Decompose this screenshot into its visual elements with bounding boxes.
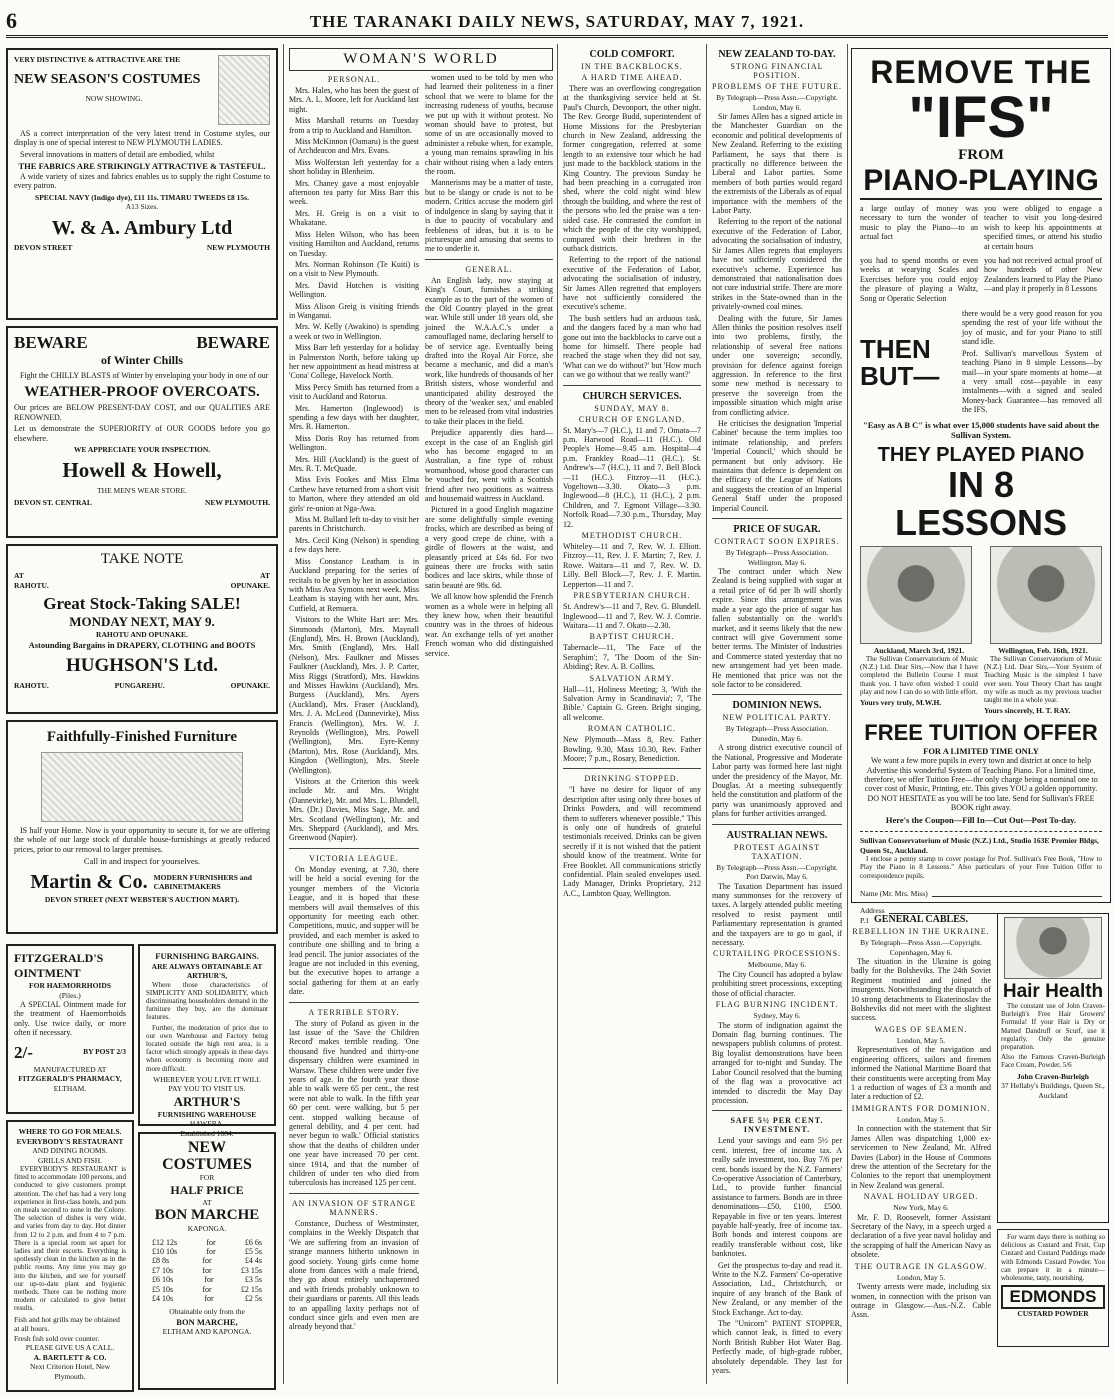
piano-playing-headline: PIANO-PLAYING bbox=[860, 164, 1102, 200]
terrible-story-body: The story of Poland as given in the last issue of the 'Save the Children Record' makes terrible reading. 'One thousand five hundred and thirty-one dispensary children were examined in Warsaw. These children were under five years of age. In the fourth year those able to walk were 65 per cent., the rest were not able to walk. In the fifth year 60 per cent. were walking, but 5 per cent. stopped walking because of general debility, and 4 per cent. had never begun to walk.' Official statistics show that the deaths of children under one year have increased 70 per cent. since 1914, and that the number of children of under ten who died from tuberculosis has increased 125 per cent. bbox=[289, 1018, 419, 1188]
cold-comfort-para: Referring to the report of the national executive of the Federation of Labor, advocating the socialisation of industry, Sir James Allen regretted that employers have not sufficiently considered the executive's scheme. bbox=[563, 255, 701, 312]
personal-item: Miss Marshall returns on Tuesday from a trip to Auckland and Hamilton. bbox=[289, 116, 419, 135]
coupon-address-label: Address bbox=[860, 906, 885, 916]
fitzgerald-post: BY POST 2/3 bbox=[83, 1047, 126, 1057]
victoria-league-body: On Monday evening, at 7.30, there will be held a social evening for the younger members of the Victoria League, and it is hoped that these members will avail themselves of this opportunity for meeting each other. Competitions, music, and supper will be provided, and each member is asked to contribute one shilling and to bring a lead pencil. The junior associates of the league are not included in this evening, but the executive hopes to arrange a social gathering for them at an early date. bbox=[289, 864, 419, 997]
womans-world-col-b bbox=[425, 73, 553, 1334]
bon-marche-firm: BON MARCHE, bbox=[176, 1316, 238, 1327]
everybody-fresh: Fresh fish sold over counter. bbox=[14, 1333, 100, 1343]
fitzgerald-piles: (Piles.) bbox=[59, 990, 81, 1000]
testimonial-signature-1: Yours very truly, M.W.H. bbox=[860, 698, 942, 708]
martin-body: IS half your Home. Now is your opportunity to secure it, for we are offering the whole of our large stock of durable house-furnishings at greatly reduced prices, prior to our removal to larger premises. bbox=[14, 826, 270, 854]
price-row: £7 10s for £3 15s bbox=[152, 1265, 262, 1275]
ifs-headline: "IFS" bbox=[908, 85, 1054, 150]
ambury-headline: NEW SEASON'S COSTUMES bbox=[14, 71, 201, 87]
dominion-sub: NEW POLITICAL PARTY. bbox=[722, 713, 832, 723]
personal-item: Miss McKinnon (Oamaru) is the guest of Archdeacon and Mrs. Evans. bbox=[289, 137, 419, 156]
howell-firm: Howell & Howell, bbox=[62, 457, 222, 482]
safe-investment-sign: Get the prospectus to-day and read it. Write to the N.Z. Farmers' Co-operative Association, Ltd., Christchurch, or inquire of any branch of the Bank of New Zealand, or any member of the Stock Exchange. Act to-day. bbox=[712, 1260, 842, 1317]
nz-today-para: Dealing with the future, Sir James Allen thinks the position resolves itself into two problems, firstly, the relationship of several free nations under one sovereign; secondly, provision for defence against foreign aggression. In reference to the first some new method is necessary to preserve the sovereign from the impossible situation which might arise from conflicting advice. bbox=[712, 313, 842, 417]
fitzgerald-pharmacy: FITZGERALD'S PHARMACY, bbox=[18, 1074, 122, 1084]
free-tuition-headline: FREE TUITION OFFER bbox=[864, 719, 1098, 745]
then-word: THEN bbox=[860, 333, 931, 364]
but-body: Prof. Sullivan's marvellous System of teaching Piano in 8 simple Lessons—by mail—in your spare moments at home—at a very small cost—payable in easy instalments—with a signed and sealed Money-back Guarantee—has removed all the IFS. bbox=[962, 348, 1102, 415]
coupon-code: P.1 bbox=[860, 915, 869, 925]
price-row: £4 10s for £2 5s bbox=[152, 1293, 262, 1303]
if-clause-1: a large outlay of money was necessary to turn the wonder of music to play the Piano—to an actual fact bbox=[860, 204, 978, 242]
cold-comfort-sub: IN THE BACKBLOCKS. bbox=[581, 62, 683, 71]
beware-left: BEWARE bbox=[14, 333, 88, 352]
baptist-heading: BAPTIST CHURCH. bbox=[589, 632, 675, 642]
easy-as-abc: "Easy as A B C" is what over 15,000 students have said about the Sullivan System. bbox=[863, 419, 1099, 441]
ambury-firm: W. & A. Ambury Ltd bbox=[51, 216, 233, 239]
australian-title: AUSTRALIAN NEWS. bbox=[726, 829, 828, 841]
sofa-illustration bbox=[41, 752, 243, 822]
howell-store: THE MEN'S WEAR STORE. bbox=[97, 485, 187, 495]
personal-heading: PERSONAL. bbox=[327, 75, 381, 84]
price-row: £6 10s for £3 5s bbox=[152, 1275, 262, 1285]
beware-right: BEWARE bbox=[196, 333, 270, 352]
price-row: £12 12s for £6 6s bbox=[152, 1237, 262, 1247]
ad-martin-furniture bbox=[6, 720, 278, 934]
ad-hughson-sale bbox=[6, 544, 278, 714]
fitzgerald-made: MANUFACTURED AT bbox=[33, 1064, 107, 1074]
testimonial-caption-2: Wellington, Feb. 16th, 1921. bbox=[998, 645, 1088, 655]
ambury-tagline: VERY DISTINCTIVE & ATTRACTIVE ARE THE bbox=[14, 55, 181, 64]
column-rule bbox=[557, 44, 558, 1384]
personal-item: Miss Doris Roy has returned from Wellington. bbox=[289, 433, 419, 453]
craven-side: Also the Famous Craven-Burleigh Face Cream, Powder, 5/6 bbox=[1001, 1053, 1105, 1070]
personal-item: Mrs. Cecil King (Nelson) is spending a few days here. bbox=[289, 535, 419, 555]
edmonds-brand: EDMONDS bbox=[1001, 1285, 1105, 1309]
hughson-opunake: OPUNAKE. bbox=[230, 580, 270, 590]
everybody-firm: A. BARTLETT & CO. bbox=[33, 1352, 107, 1362]
hughson-at-left: AT bbox=[14, 571, 24, 580]
howell-line-1: Fight the CHILLY BLASTS of Winter by enveloping your body in one of our bbox=[20, 371, 269, 380]
hughson-firm: HUGHSON'S Ltd. bbox=[65, 655, 219, 676]
methodist-list: Whiteley—11 and 7, Rev. W. J. Elliott. Fitzroy—11, Rev. J. F. Martin; 7, Rev. J. Rowe. Waitara—11 and 7, Rev. W. D. Lilly. Bell Block—7, Rev. J. F. Martin. Lepperton—11 and 7. bbox=[563, 542, 701, 589]
cold-comfort-para: The bush settlers had an arduous task, and the dangers faced by a man who had gone out into the backblocks to carve out a home for himself. There people had reached the stage when they did not say, 'What can we do without?' but 'How much can we go without that we really want?' bbox=[563, 313, 701, 380]
coupon-heading: Here's the Coupon—Fill In—Cut Out—Post To-day. bbox=[885, 814, 1077, 825]
column-6 bbox=[849, 44, 1113, 1384]
testimonial-caption-1: Auckland, March 3rd, 1921. bbox=[873, 645, 965, 655]
ad-everybodys-restaurant bbox=[6, 1120, 134, 1392]
cold-comfort-sub-2: A HARD TIME AHEAD. bbox=[581, 73, 683, 82]
personal-item: Visitors to the White Hart are: Mrs. Simmonds (Marton), Mrs. Maynall (England), Mrs. H. Brown (Auckland), Mrs. Smith (England), Mrs. Hall (Nelson), Mrs. Faulkner and Misses Faulkner (Auckland), Mrs. J. P. Carter, Miss Riggs (Stratford), Mrs. Hawkins and Misses Hawkins (Auckland), Mrs. Burgess (Auckland), Mrs. Ayers (Auckland), Mrs. Fraser (Auckland), Mrs. J. A. McLeod (Dannevirke), Miss Francis (Wellington), Mrs. W. J. Reynolds (Wellington), Mrs. Powell (Wellington), Mrs. Eyre-Kenny (Marton), Mrs. Rose (Auckland), Mrs. Kingdon (Wellington), Mrs. Steele (Wellington). bbox=[289, 615, 419, 775]
craven-firm: John Craven-Burleigh bbox=[1017, 1071, 1089, 1081]
column-rule bbox=[847, 44, 848, 1384]
unicorn-stopper-body: The "Unicorn" PATENT STOPPER, which cannot leak, is fitted to every North British Rubber Hot Water Bag. Perfectly made, of high-grade rubber, absolutely dependable. They last for years. bbox=[712, 1319, 842, 1376]
personal-item: Miss M. Bullard left to-day to visit her parents in Christchurch. bbox=[289, 515, 419, 534]
naval-heading: NAVAL HOLIDAY URGED. bbox=[863, 1192, 979, 1202]
australian-sub: PROTEST AGAINST TAXATION. bbox=[733, 842, 821, 861]
then-body: there would be a very good reason for you spending the rest of your life without the joy of music, and for your Piano to still stand idle. bbox=[962, 309, 1102, 347]
australian-byline-3: Sydney, May 6. bbox=[753, 1011, 801, 1021]
personal-item: Visitors at the Criterion this week include Mr. and Mrs. Wright (Dannevirke), Mr. and Mrs. L. Blundell, Mrs. (Dr.) Davies, Miss Sage, Mr. and Mrs. Scotland (Wellington), Mr. and Mrs. Sheppard (Auckland), and Mrs. Greenwood (Napier). bbox=[289, 777, 419, 843]
sugar-body: The contract under which New Zealand is being supplied with sugar at a retail price of 6d per lb will shortly expire. Since this arrangement was made a year ago the price of sugar has fallen substantially on the world's market, and it seems likely that the new contract will give Government some better terms. The Minister of Industries and Commerce stated yesterday that no new arrangement had yet been made. He mentioned that price was not the sole factor to be considered. bbox=[712, 567, 842, 689]
methodist-heading: METHODIST CHURCH. bbox=[581, 531, 683, 541]
edmonds-body: For warm days there is nothing so delicious as Custard and Fruit, Cup Custard and Custard Puddings made with Edmonds Custard Powder. You can prepare it in a minute—wholesome, tasty, nourishing. bbox=[1001, 1233, 1105, 1283]
womans-world-title: WOMAN'S WORLD bbox=[343, 51, 499, 67]
edmonds-product: CUSTARD POWDER bbox=[1017, 1309, 1089, 1319]
personal-item: Mrs. Hales, who has been the guest of Mrs. A. L. Moore, left for Auckland last night. bbox=[289, 86, 419, 114]
bon-marche-headline: NEW COSTUMES bbox=[162, 1139, 252, 1173]
howell-line-3: Let us demonstrate the SUPERIORITY of OUR GOODS before you go elsewhere. bbox=[14, 424, 270, 443]
australian-sub-3: FLAG BURNING INCIDENT. bbox=[715, 1000, 839, 1010]
right-subcolumn bbox=[138, 940, 276, 1398]
ad-bon-marche bbox=[138, 1132, 276, 1390]
bon-marche-for: FOR bbox=[199, 1173, 215, 1182]
manners-continued: women used to be told by men who had learned their politeness in a finer school that we were to blame for the increasing rudeness of youths, because we put up with it without protest. No woman should have to protest, but some of us are occasionally moved to administer a rebuke when, for example, a young man remains sprawling in his chair without rising when a lady enters the room. bbox=[424, 73, 553, 177]
victoria-league-heading: VICTORIA LEAGUE. bbox=[309, 853, 399, 863]
glasgow-byline: London, May 5. bbox=[896, 1272, 946, 1282]
bon-marche-town: KAPONGA. bbox=[187, 1224, 227, 1233]
dominion-byline: By Telegraph—Press Association. Dunedin, May 6. bbox=[725, 724, 829, 743]
general-cables-title: GENERAL CABLES. bbox=[874, 914, 968, 925]
arthur-est: Established 1884. bbox=[180, 1128, 234, 1138]
martin-address: DEVON STREET (NEXT WEBSTER'S AUCTION MART). bbox=[44, 894, 240, 904]
bon-marche-name: BON MARCHE bbox=[154, 1207, 260, 1223]
everybody-address: Next Criterion Hotel, New Plymouth. bbox=[30, 1362, 110, 1381]
martin-trade: MODERN FURNISHERS and CABINETMAKERS bbox=[153, 872, 252, 892]
column-4 bbox=[559, 44, 705, 1384]
immigrants-byline: London, May 5. bbox=[896, 1114, 946, 1124]
testimonial-1: The Sullivan Conservatorium of Music (N.Z.) Ltd. Dear Sirs,—Now that I have completed the Bulletin Course I must thank you. I have often wished I could play and now I can do so with little effort. bbox=[860, 655, 978, 696]
arthur-trade: FURNISHING WAREHOUSE bbox=[157, 1109, 257, 1119]
fitzgerald-town: ELTHAM. bbox=[53, 1083, 87, 1093]
column-rule bbox=[283, 44, 284, 1384]
hughson-take-note: TAKE NOTE bbox=[100, 551, 184, 567]
ambury-showing: NOW SHOWING. bbox=[85, 93, 143, 103]
wages-heading: WAGES OF SEAMEN. bbox=[874, 1024, 968, 1034]
hughson-town-2: PUNGAREHU. bbox=[114, 681, 165, 690]
howell-winter-chills: of Winter Chills bbox=[100, 353, 183, 367]
ambury-street: DEVON STREET bbox=[14, 242, 73, 252]
nz-today-para: Sir James Allen has a signed article in the Manchester Guardian on the economic and political developments of New Zealand. Referring to the existing Parliament, he says that there is practically no difference between the Liberal and Labor parties. Some members of both parties would regard the extremists of the Liberals as of equal importance with the members of the Labor Party. bbox=[712, 112, 842, 216]
martin-headline: Faithfully-Finished Furniture bbox=[46, 729, 238, 745]
glasgow-heading: THE OUTRAGE IN GLASGOW. bbox=[854, 1261, 988, 1271]
fitzgerald-headline: FITZGERALD'S OINTMENT bbox=[14, 951, 104, 980]
cold-comfort-para: There was an overflowing congregation at the thanksgiving service held at St. Paul's Church, Devonport, the other night. The Rev. George Budd, superintendent of Home Missions for the Presbyterian church in New Zealand, addressing the former congregation, referred at some length to an extensive tour which he had just made to the backblock stations in the King Country. The previous Sunday he had been preaching in a corrugated iron shed, where the cold night wind blew through the building, and where the rest of the persons who led the praise was a ten-sided case. He contrasted the comfort in which the people of the city worshipped, compared with their brethren in the outback districts. bbox=[563, 84, 701, 253]
right-ads bbox=[997, 909, 1109, 1353]
everybody-name: EVERYBODY'S RESTAURANT bbox=[16, 1136, 124, 1146]
australian-body-3: The storm of indignation against the Domain flag burning continues. The newspapers publish columns of protest. Big loyalist demonstrations have been arranged for to-night and Sunday. The Labor Council resolved that the burning of the flag was a provocative act intended to discredit the May Day procession. bbox=[712, 1020, 842, 1105]
nz-today-para: Referring to the report of the national executive of the Federation of Labor, advocating the socialisation of industry, Sir James Allen regrets that employers have not sufficiently considered the executive's scheme. Experience has demonstrated that nationalisation does not cure industrial strife. There are more strikes in the State-owned than in the privately-owned coal mines. bbox=[712, 217, 842, 312]
catholic-heading: ROMAN CATHOLIC. bbox=[587, 724, 677, 734]
nz-today-byline: By Telegraph—Press Assn.—Copyright. London, May 6. bbox=[716, 93, 838, 112]
eight-lessons-headline: IN 8 LESSONS bbox=[894, 463, 1068, 543]
everybody-sub: AND DINING ROOMS. bbox=[32, 1146, 108, 1155]
french-women-body: We all know how splendid the French women as a whole were in helping all they knew how, when their beautiful country was in the throes of hideous war. An exchange tells of yet another French woman who did distinguished service. bbox=[424, 592, 553, 658]
dominion-body: A strong district executive council of the National, Progressive and Moderate Labor party was formed here last night under the presidency of the Mayor, Mr. Douglas. At a meeting subsequently held the constitution and platform of the party was unanimously approved and plans for further activities arranged. bbox=[712, 743, 842, 819]
ukraine-heading: REBELLION IN THE UKRAINE. bbox=[852, 927, 990, 936]
church-england-heading: CHURCH OF ENGLAND. bbox=[578, 414, 686, 424]
testimonial-2: The Sullivan Conservatorium of Music (N.Z.) Ltd. Dear Sirs,—Your System of Teaching Music is the simplest I have ever seen. Your Theory Chart has taught my wife as much as my previous teacher taught me in a whole year. bbox=[984, 655, 1102, 705]
coupon-name-field[interactable] bbox=[932, 884, 1102, 897]
australian-body-1: The Taxation Department has issued many summonses for the recovery of taxes. A largely attended public meeting resolved to resist payment until Parliamentary representation is granted and the taxpayers are to go to gaol, if necessary. bbox=[712, 881, 842, 948]
safe-investment-title: SAFE 5½ PER CENT. INVESTMENT. bbox=[730, 1116, 824, 1135]
hughson-headline: Great Stock-Taking SALE! bbox=[43, 594, 241, 613]
limited-time: FOR A LIMITED TIME ONLY bbox=[923, 745, 1039, 756]
baptist-list: Tabernacle—11, 'The Face of the Seraphim'; 7, 'The Doom of the Sin-Abiding'; Rev. A. B. Collins. bbox=[563, 643, 701, 672]
howell-appreciate: WE APPRECIATE YOUR INSPECTION. bbox=[73, 445, 211, 455]
nz-today-title: NEW ZEALAND TO-DAY. bbox=[718, 49, 836, 60]
church-england-list: St. Mary's—7 (H.C.), 11 and 7. Omata—7 p.m. Harwood Road—11 (H.C.). Old People's Home—9.45 a.m. Hospital—4 p.m. Frankley Road—11 (H.C.). St. Andrew's—7 (H.C.), 11 and 7. Bell Block—11 (H.C.). Fitzroy—11 (H.C.). Vogeltown—3.30. Okato—3 p.m. Inglewood—8 (H.C.), 11 (H.C.), 2 p.m. Children, and 7. Egmont Village—3.30. Norfolk Road—7.30 p.m., Thursday, May 12. bbox=[563, 425, 701, 529]
hair-health-title: Hair Health bbox=[1002, 981, 1104, 1002]
testimonial-portrait-2 bbox=[990, 546, 1102, 644]
column-5 bbox=[708, 44, 846, 1384]
ambury-town: NEW PLYMOUTH bbox=[206, 242, 270, 252]
hair-portrait bbox=[1004, 917, 1102, 979]
coupon-firm: Sullivan Conservatorium of Music (N.Z.) Ltd., Studio 163E Premier Bldgs, Queen St., Auckland. bbox=[860, 836, 1099, 855]
immigrants-body: In connection with the statement that Sir James Allen was dispatching 1,000 ex-servicemen to New Zealand, Mr. Alfred Davies (Labor) in the House of Commons drew the attention of the Secretary for the Colonies to the report that unemployment in New Zealand was general. bbox=[851, 1124, 991, 1190]
remove-the: REMOVE THE bbox=[870, 54, 1092, 90]
arthur-headline: FURNISHING BARGAINS. bbox=[155, 951, 259, 961]
martin-call: Call in and inspect for yourselves. bbox=[83, 856, 201, 867]
masthead bbox=[6, 8, 1108, 38]
howell-address: DEVON ST. CENTRAL bbox=[14, 498, 92, 508]
arthur-town: HAWERA. bbox=[189, 1119, 225, 1129]
general-cables bbox=[851, 909, 991, 1353]
personal-item: Mrs. Chaney gave a most enjoyable afternoon tea party for Miss Barr this week. bbox=[289, 178, 419, 207]
immigrants-heading: IMMIGRANTS FOR DOMINION. bbox=[851, 1103, 991, 1113]
safe-investment-body: Lend your savings and earn 5½ per cent. interest, free of income tax. A really safe investment, too. Buy 7/6 per cent. bonds issued by the N.Z. Farmers' Co-operative Association of Canterbury, Ltd., to provide further financial assistance to farmers. Bonds are in three denominations—£50, £100, £500. Repayable in five or ten years. Interest payable half-yearly, free of income tax. Both bonds and interest coupons are readily transferable without cost, like banknotes. bbox=[712, 1136, 842, 1259]
drinking-stopped-heading: DRINKING STOPPED. bbox=[584, 774, 680, 784]
fitzgerald-for: FOR HAEMORRHOIDS bbox=[29, 981, 111, 990]
craven-address: 37 Hellaby's Buildings, Queen St., Auckland bbox=[1001, 1081, 1105, 1100]
craven-body: The constant use of John Craven-Burleigh's Free Hair Growers' Formula! If your Hair is Dry or Matted Dandruff or Scurf, use it regularly. Only the genuine preparation. bbox=[1001, 1002, 1105, 1052]
sugar-title: PRICE OF SUGAR. bbox=[733, 524, 821, 536]
presbyterian-list: St. Andrew's—11 and 7, Rev. G. Blundell. Inglewood—11 and 7, Rev. W. J. Comrie. Waitara—11 and 7. Okato—2.30. bbox=[563, 602, 701, 630]
coupon-name-label: Name (Mr. Mrs. Miss) bbox=[860, 889, 928, 899]
from-label: FROM bbox=[958, 147, 1004, 163]
ad-howell-overcoats bbox=[6, 326, 278, 538]
woman-costume-illustration bbox=[218, 55, 270, 125]
personal-item: Miss Constance Leatham is in Auckland preparing for the series of recitals to be given by her in association with Miss Ava Symons next week. Miss Leatham is staying with her aunt, Mrs. Cutfield, at Remuera. bbox=[289, 556, 419, 613]
ukraine-byline: By Telegraph—Press Assn.—Copyright. Copenhagen, May 6. bbox=[860, 938, 982, 957]
church-services-title: CHURCH SERVICES. bbox=[582, 390, 682, 402]
nz-today-sub-2: PROBLEMS OF THE FUTURE. bbox=[712, 82, 842, 91]
ambury-sizes: A13 Sizes. bbox=[125, 202, 159, 212]
ad-ambury-costumes bbox=[6, 48, 278, 320]
bon-marche-at: AT bbox=[202, 1197, 212, 1207]
nz-today-sub: STRONG FINANCIAL POSITION. bbox=[730, 62, 824, 80]
howell-town: NEW PLYMOUTH. bbox=[204, 498, 270, 508]
bon-marche-obtain: Obtainable only from the bbox=[169, 1307, 245, 1317]
strange-manners-heading: AN INVASION OF STRANGE MANNERS. bbox=[291, 1198, 417, 1217]
ambury-body-2: Several innovations in matters of detail are embodied, whilst bbox=[20, 149, 215, 159]
fitzgerald-body: A SPECIAL Ointment made for the treatment of Haemorrhoids only. Use twice daily, or more often if necessary. bbox=[14, 1000, 126, 1038]
personal-item: Miss Evis Fookes and Miss Elma Carthew have returned from a short visit to Marton, where they attended an old girls' re-union at Nga-Awa. bbox=[289, 475, 419, 513]
personal-item: Miss Percy Smith has returned from a visit to Auckland and Rotorua. bbox=[289, 382, 419, 402]
hughson-town-1: RAHOTU. bbox=[14, 681, 49, 690]
ambury-body: AS a correct interpretation of the very latest trend in Costume styles, our display is one of special interest to NEW PLYMOUTH LADIES. bbox=[14, 129, 270, 148]
sugar-sub: CONTRACT SOON EXPIRES. bbox=[714, 537, 840, 547]
dominion-title: DOMINION NEWS. bbox=[732, 700, 822, 712]
if-clause-4: you had not received actual proof of how hundreds of other New Zealanders learned to Play the Piano—and play it properly in 8 Lessons bbox=[984, 256, 1102, 294]
personal-item: Mrs. David Hutchen is visiting Wellington. bbox=[289, 280, 419, 300]
everybody-body: EVERYBODY'S RESTAURANT is fitted to accommodate 100 persons, and conducted to give customers prompt attention. The chef has had a very long experience in first-class hotels, and puts on meals second to none in the Colony. The selection of dishes is very wide, and varies from day to day. Hot dinner from 12 to 2 p.m. and from 4 to 7 p.m. There is a special room set apart for ladies and their escorts. Everything is spotlessly clean in the kitchen as in the public rooms. Any time you may go into the kitchen, and see for yourself our up-to-date plant and hygienic methods. There can be nothing more modern or calculated to give better results. bbox=[14, 1165, 126, 1313]
arthur-firm: ARTHUR'S bbox=[173, 1093, 241, 1109]
personal-item: Mrs. Hill (Auckland) is the guest of Mrs. R. T. McQuade. bbox=[289, 454, 419, 474]
catholic-list: New Plymouth—Mass 8, Rev. Father Bowling. 9.30, Mass 10.30, Rev. Father Moore; 7 p.m., Rosary, Benediction. bbox=[563, 735, 701, 763]
personal-item: Miss Alison Greig is visiting friends in Wanganui. bbox=[289, 301, 419, 320]
but-word: BUT— bbox=[860, 360, 940, 391]
arthur-body-3: Further, the moderation of price due to our own Warehouse and Factory being located outside the high rent area, is a factor which strongly appeals in these days when economy is becoming more and more difficult. bbox=[146, 1023, 268, 1073]
womans-world-col-a bbox=[289, 73, 419, 1334]
testimonial-portrait-1 bbox=[860, 546, 972, 644]
coupon-body: I enclose a penny stamp to cover postage for Prof. Sullivan's Free Book, "How to Play the Piano in 8 Lessons." Also particulars of your Free Tuition Offer to correspondence pupils. bbox=[860, 855, 1102, 880]
everybody-headline: WHERE TO GO FOR MEALS. bbox=[18, 1127, 122, 1136]
general-heading: GENERAL. bbox=[465, 264, 513, 274]
cold-comfort-title: COLD COMFORT. bbox=[589, 49, 675, 60]
wages-body: Representatives of the navigation and engineering officers, sailors and firemen informed the National Maritime Board that their constituents were accepting from May 1 a reduction of wages of £3 a month and later a reduction of £2. bbox=[851, 1045, 991, 1102]
hughson-town-3: OPUNAKE. bbox=[230, 681, 270, 690]
price-row: £10 10s for £5 5s bbox=[152, 1246, 262, 1256]
salvation-army-heading: SALVATION ARMY. bbox=[589, 673, 675, 683]
ambury-special: SPECIAL NAVY (Indigo dye), £11 11s. TIMARU TWEEDS £8 15s. bbox=[35, 192, 249, 202]
strange-manners-body: Constance, Duchess of Westminster, complains in the Weekly Dispatch that 'We are suffering from an invasion of strange manners hitherto unknown in good society. Young girls come home alone from dances with a male friend, they go about entirely unchaperoned and with friends probably unknown to their guardians or parents. All this leads to an appalling laxity perhaps not of conduct since girls and even men are already beyond that.' bbox=[289, 1218, 419, 1332]
salvation-army-list: Hall—11, Holiness Meeting; 3, 'With the Salvation Army in Scandinavia'; 7, 'The Bible.' Captain G. Green. Bright singing, all welcome. bbox=[563, 684, 701, 722]
wages-byline: London, May 5. bbox=[896, 1035, 946, 1045]
ambury-fabrics: THE FABRICS ARE STRIKINGLY ATTRACTIVE & TASTEFUL. bbox=[18, 161, 266, 172]
hughson-places: RAHOTU AND OPUNAKE. bbox=[96, 630, 188, 639]
australian-body-2: The City Council has adopted a bylaw prohibiting street processions, excepting those of official character. bbox=[712, 969, 842, 998]
church-date: SUNDAY, MAY 8. bbox=[594, 403, 670, 413]
personal-item: Mrs. H. Greig is on a visit to Whakatane. bbox=[289, 208, 419, 228]
personal-item: Mrs. Hamerton (Inglewood) is spending a few days with her daughter, Mrs. R. Hamerton. bbox=[289, 403, 419, 432]
glasgow-body: Twenty arrests were made, including six women, in connection with the prison van outrage in Glasgow.—Aus.-N.Z. Cable Assn. bbox=[851, 1282, 991, 1320]
personal-item: Mrs. W. Kelly (Awakino) is spending a week or two in Wellington. bbox=[289, 322, 419, 341]
arthur-body-1: ARE ALWAYS OBTAINABLE AT ARTHUR'S, bbox=[151, 961, 263, 980]
sugar-byline: By Telegraph—Press Association. Wellington, May 6. bbox=[725, 548, 829, 567]
everybody-grills: GRILLS AND FISH. bbox=[38, 1155, 102, 1165]
prejudice-body: Prejudice apparently dies hard—except in the case of an English girl who has become engaged to an Australian, a fine type of robust womanhood, whose good character can be vouched for, went with a Scottish friend after two positions as waitress and housemaid waitress in Auckland. bbox=[424, 428, 553, 504]
personal-item: Miss Wolferstan left yesterday for a short holiday in Blenheim. bbox=[289, 157, 419, 177]
presbyterian-heading: PRESBYTERIAN CHURCH. bbox=[573, 591, 691, 601]
if-clause-2: you were obliged to engage a teacher to visit you long-desired wish to keep his appointments at specified times, or attend his studio at certain hours bbox=[984, 204, 1102, 251]
ad-fitzgerald-ointment bbox=[6, 944, 134, 1114]
australian-sub-2: CURTAILING PROCESSIONS. bbox=[712, 949, 842, 959]
martin-firm: Martin & Co. bbox=[30, 870, 148, 893]
australian-byline-2: Melbourne, May 6. bbox=[748, 960, 806, 970]
naval-byline: New York, May 6. bbox=[893, 1203, 949, 1213]
bon-marche-towns: ELTHAM AND KAPONGA. bbox=[162, 1327, 252, 1337]
drinking-stopped-body: "I have no desire for liquor of any description after using only three boxes of Drinks Powders, and will recommend them to sufferers whenever possible." This is only one of hundreds of grateful testimonials received. Drinks can be given secretly if it is not wished that the patient should know of the treatment. Write for Free Booklet. All communications strictly confidential. Plain sealed envelopes used. Lady Manager, Drinks Proprietary, 212 A.C., Lambton Quay, Wellington. bbox=[563, 785, 701, 898]
testimonial-signature-2: Yours sincerely, H. T. RAY. bbox=[984, 706, 1071, 716]
free-offer-body: We want a few more pupils in every town and district at once to help Advertise this wonderful System of Teaching Piano. For a limited time, therefore, we offer Tuition Free—the only charge being a nominal one to cover cost of Music, Printing, etc. This gives YOU a golden opportunity. DO NOT HESITATE as you will be too late. Send for Sullivan's FREE BOOK right away. bbox=[864, 756, 1098, 813]
everybody-please: PLEASE GIVE US A CALL. bbox=[25, 1343, 115, 1353]
general-body: An English lady, now staying at King's Court, furnishes a striking example as to the part of the women of the Old Country played in the great war. While still under 18 years old, she joined the W.A.A.C.'s under a camouflaged name, declaring herself to be of service age. Eventually being drafted into the Royal Air Force, she became a mechanic, and did a man's work, like hundreds of thousands of her British sisters, whose wonderful and unanticipated ability destroyed the theory of the 'weaker sex,' and enabled men to be released from vital industries to take their places in the field. bbox=[424, 275, 553, 426]
page-number: 6 bbox=[6, 8, 17, 33]
manners-continued-2: Mannerisms may be a matter of taste, but to be slangy or crude is not to be modern. Critics accuse the modern girl of indulgence in slang by saying that it is due to paucity of vocabulary and feebleness of ideas, but it is to be picturesque and amusing that seems to me to underlie it. bbox=[424, 178, 553, 254]
ad-arthurs-furnishing bbox=[138, 944, 276, 1138]
naval-body: Mr. F. D. Roosevelt, former Assistant Secretary of the Navy, in a speech urged a declaration of a five year naval holiday and the scrapping of half the American Navy as obsolete. bbox=[851, 1212, 991, 1260]
pictured-body: Pictured in a good English magazine are some delightfully simple evening frocks, which are described as being of a very good crepe de chine, with a girdle of flowers at the waist, and pleasantly priced at £4s 6d. For two guineas there are frocks with satin bodices and lace skirts, while those of satin beauté are 98s. 6d. bbox=[424, 505, 553, 590]
howell-line-2: Our prices are BELOW PRESENT-DAY COST, and our QUALITIES ARE RENOWNED. bbox=[14, 403, 270, 422]
hughson-at-right: AT bbox=[260, 571, 270, 580]
ukraine-body: The situation in the Ukraine is going badly for the Bolsheviks. The 24th Soviet Regiment mutinied and joined the insurgents. Notwithstanding the dispatch of 10 strong detachments to Ekaterinoslav the Bolsheviks did not meet with the slightest success. bbox=[851, 957, 991, 1023]
ad-edmonds-custard bbox=[997, 1229, 1109, 1347]
left-subcolumn bbox=[6, 940, 134, 1398]
ambury-body-3: A wide variety of sizes and fabrics enables us to supply the right Costume to every patron. bbox=[14, 171, 270, 191]
played-piano-headline: THEY PLAYED PIANO bbox=[877, 443, 1085, 466]
personal-item: Miss Helen Wilson, who has been visiting Hamilton and Auckland, returns on Tuesday. bbox=[289, 229, 419, 258]
personal-item: Miss Barr left yesterday for a holiday in Palmerston North, before taking up her new appointment as head mistress at 'Cona' College, Havelock North. bbox=[289, 343, 419, 381]
australian-byline: By Telegraph—Press Assn.—Copyright. Port Darwin, May 6. bbox=[716, 862, 838, 882]
bon-marche-price-list bbox=[152, 1238, 262, 1304]
fitzgerald-price: 2/- bbox=[14, 1042, 33, 1062]
arthur-body-2: Where those characteristics of SIMPLICITY AND SOLIDARITY, which discriminating householders demand in the furniture they buy, are the dominant features. bbox=[146, 980, 268, 1022]
womans-world-section bbox=[285, 44, 557, 1384]
ad-craven-burleigh bbox=[997, 913, 1109, 1223]
price-row: £8 8s for £4 4s bbox=[152, 1256, 262, 1266]
nz-today-para: He criticises the designation 'Imperial Cabinet' because the term implies too intimate relationship, and prefers 'Imperial Council,' which should be permanent but only advisory. He maintains that defence is dependent on the efficacy of the League of Nations and suggests the creation of an Imperial General Staff under the proposed Imperial Council. bbox=[712, 419, 842, 513]
hughson-line: Astounding Bargains in DRAPERY, CLOTHING and BOOTS bbox=[28, 639, 256, 650]
everybody-fish: Fish and hot grills may be obtained at all hours. bbox=[14, 1314, 120, 1334]
price-row: £5 10s for £2 15s bbox=[152, 1284, 262, 1294]
bon-marche-half-price: HALF PRICE bbox=[170, 1182, 244, 1197]
if-clause-3: you had to spend months or even weeks at wearying Scales and Exercises before you could enjoy the pleasure of playing a Waltz, Song or Operatic Selection bbox=[860, 256, 978, 303]
arthur-body-4: WHEREVER YOU LIVE IT WILL PAY YOU TO VISIT US. bbox=[153, 1074, 261, 1094]
column-1-ads bbox=[2, 44, 282, 1384]
newspaper-title: THE TARANAKI DAILY NEWS, SATURDAY, MAY 7, 1921. bbox=[309, 12, 805, 31]
howell-headline: WEATHER-PROOF OVERCOATS. bbox=[24, 384, 260, 401]
column-rule bbox=[706, 44, 707, 1384]
hughson-date: MONDAY NEXT, MAY 9. bbox=[69, 614, 215, 629]
terrible-story-heading: A TERRIBLE STORY. bbox=[308, 1007, 400, 1017]
personal-item: Mrs. Norman Robinson (Te Kuiti) is on a visit to New Plymouth. bbox=[289, 259, 419, 279]
hughson-rahotu: RAHOTU. bbox=[14, 580, 49, 590]
